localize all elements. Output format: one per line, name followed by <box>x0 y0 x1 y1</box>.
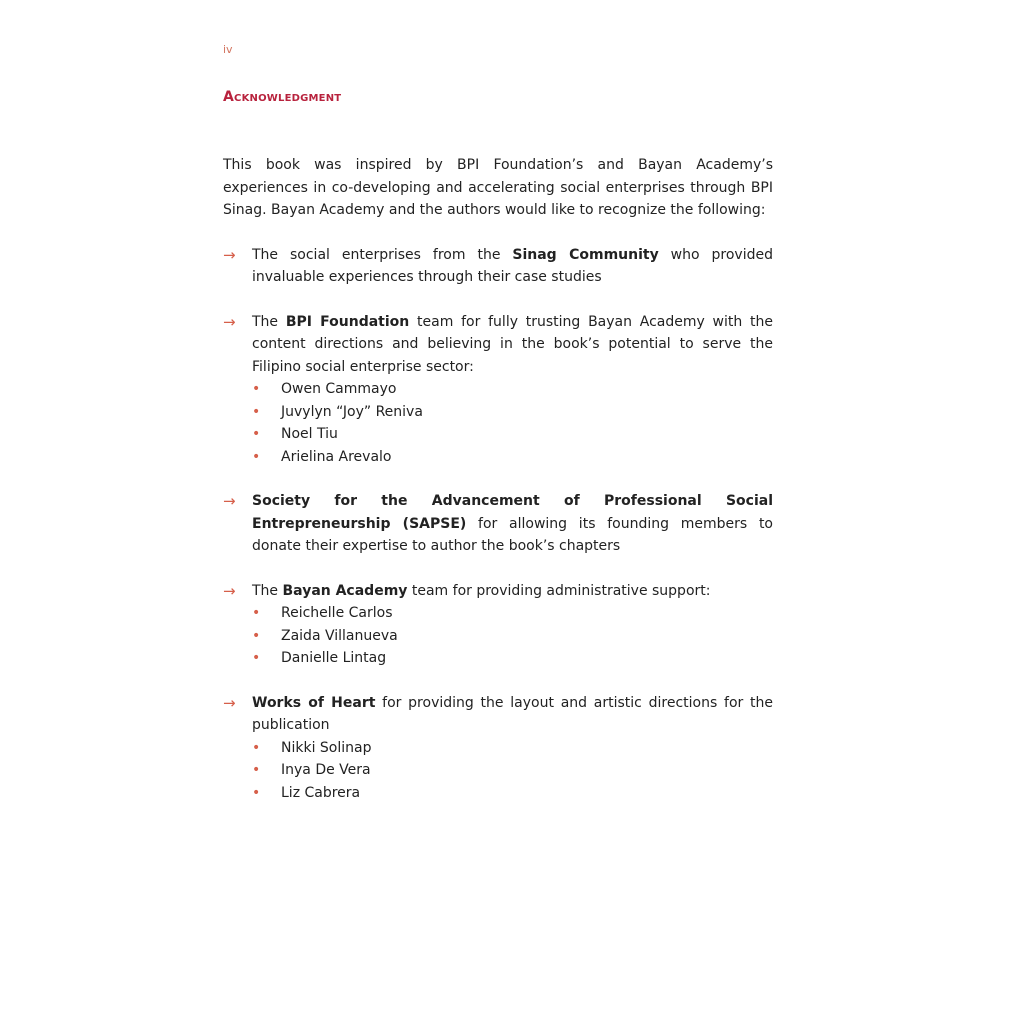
entry-highlight: Works of Heart <box>252 694 376 711</box>
arrow-right-icon: → <box>223 245 236 264</box>
acknowledgment-entry <box>223 580 773 670</box>
bullet-dot-icon: • <box>252 762 261 778</box>
list-item <box>252 602 773 625</box>
person-name: Arielina Arevalo <box>281 448 392 465</box>
page-title: Acknowledgment <box>223 89 342 105</box>
people-list <box>252 602 773 670</box>
entry-text-after: for allowing its founding members to donate their expertise to author the book’s chapters <box>252 515 773 554</box>
acknowledgment-list <box>223 244 773 805</box>
entry-highlight: Bayan Academy <box>282 582 408 599</box>
acknowledgment-page <box>223 42 773 826</box>
list-item <box>252 625 773 648</box>
arrow-right-icon: → <box>223 581 236 600</box>
arrow-right-icon: → <box>223 693 236 712</box>
person-name: Juvylyn “Joy” Reniva <box>281 403 423 420</box>
person-name: Danielle Lintag <box>281 650 387 666</box>
list-item <box>252 401 773 424</box>
list-item <box>252 759 773 782</box>
entry-text-after: team for fully trusting Bayan Academy with the content directions and believing in the book’s potential to serve the Filipino social enterprise sector: <box>252 313 774 375</box>
person-name: Nikki Solinap <box>281 739 372 756</box>
arrow-right-icon: → <box>223 312 236 331</box>
person-name: Inya De Vera <box>281 762 371 778</box>
bullet-dot-icon: • <box>252 650 261 666</box>
bullet-dot-icon: • <box>252 784 261 801</box>
people-list <box>252 737 773 805</box>
bullet-dot-icon: • <box>252 426 261 442</box>
entry-text-after: for providing the layout and artistic directions for the publication <box>252 694 773 733</box>
page-number: iv <box>223 43 233 56</box>
bullet-dot-icon: • <box>252 381 261 397</box>
acknowledgment-entry <box>223 244 773 289</box>
bullet-dot-icon: • <box>252 627 261 644</box>
entry-highlight: BPI Foundation <box>285 313 410 330</box>
person-name: Reichelle Carlos <box>281 605 393 621</box>
entry-highlight: Society for the Advancement of Professional Social Entrepreneurship (SAPSE) <box>252 493 773 532</box>
list-item <box>252 782 773 805</box>
acknowledgment-entry <box>223 490 773 558</box>
bullet-dot-icon: • <box>252 448 261 465</box>
bullet-dot-icon: • <box>252 403 261 420</box>
entry-text-before: The <box>252 313 286 330</box>
entry-text <box>252 490 773 558</box>
bullet-dot-icon: • <box>252 739 261 756</box>
intro-paragraph: This book was inspired by BPI Foundation’s and Bayan Academy’s experiences in co-developing and accelerating social enterprises through BPI Sinag. Bayan Academy and the authors would like to recognize the following: <box>223 157 773 218</box>
person-name: Liz Cabrera <box>281 784 361 801</box>
bullet-dot-icon: • <box>252 605 261 621</box>
entry-text <box>252 692 773 737</box>
acknowledgment-entry <box>223 692 773 805</box>
list-item <box>252 423 773 446</box>
entry-text-after: who provided invaluable experiences through their case studies <box>252 246 773 285</box>
list-item <box>252 647 773 670</box>
list-item <box>252 446 773 469</box>
acknowledgment-entry <box>223 311 773 469</box>
entry-text <box>252 244 773 289</box>
people-list <box>252 378 773 468</box>
person-name: Noel Tiu <box>281 426 338 442</box>
entry-highlight: Sinag Community <box>512 246 659 263</box>
list-item <box>252 737 773 760</box>
entry-text-before: The <box>252 582 283 599</box>
entry-text <box>252 311 773 379</box>
person-name: Zaida Villanueva <box>281 627 398 644</box>
person-name: Owen Cammayo <box>281 381 397 397</box>
entry-text-after: team for providing administrative support: <box>407 582 711 599</box>
entry-text-before: The social enterprises from the <box>252 246 513 263</box>
list-item <box>252 378 773 401</box>
arrow-right-icon: → <box>223 492 236 510</box>
entry-text <box>252 580 773 603</box>
